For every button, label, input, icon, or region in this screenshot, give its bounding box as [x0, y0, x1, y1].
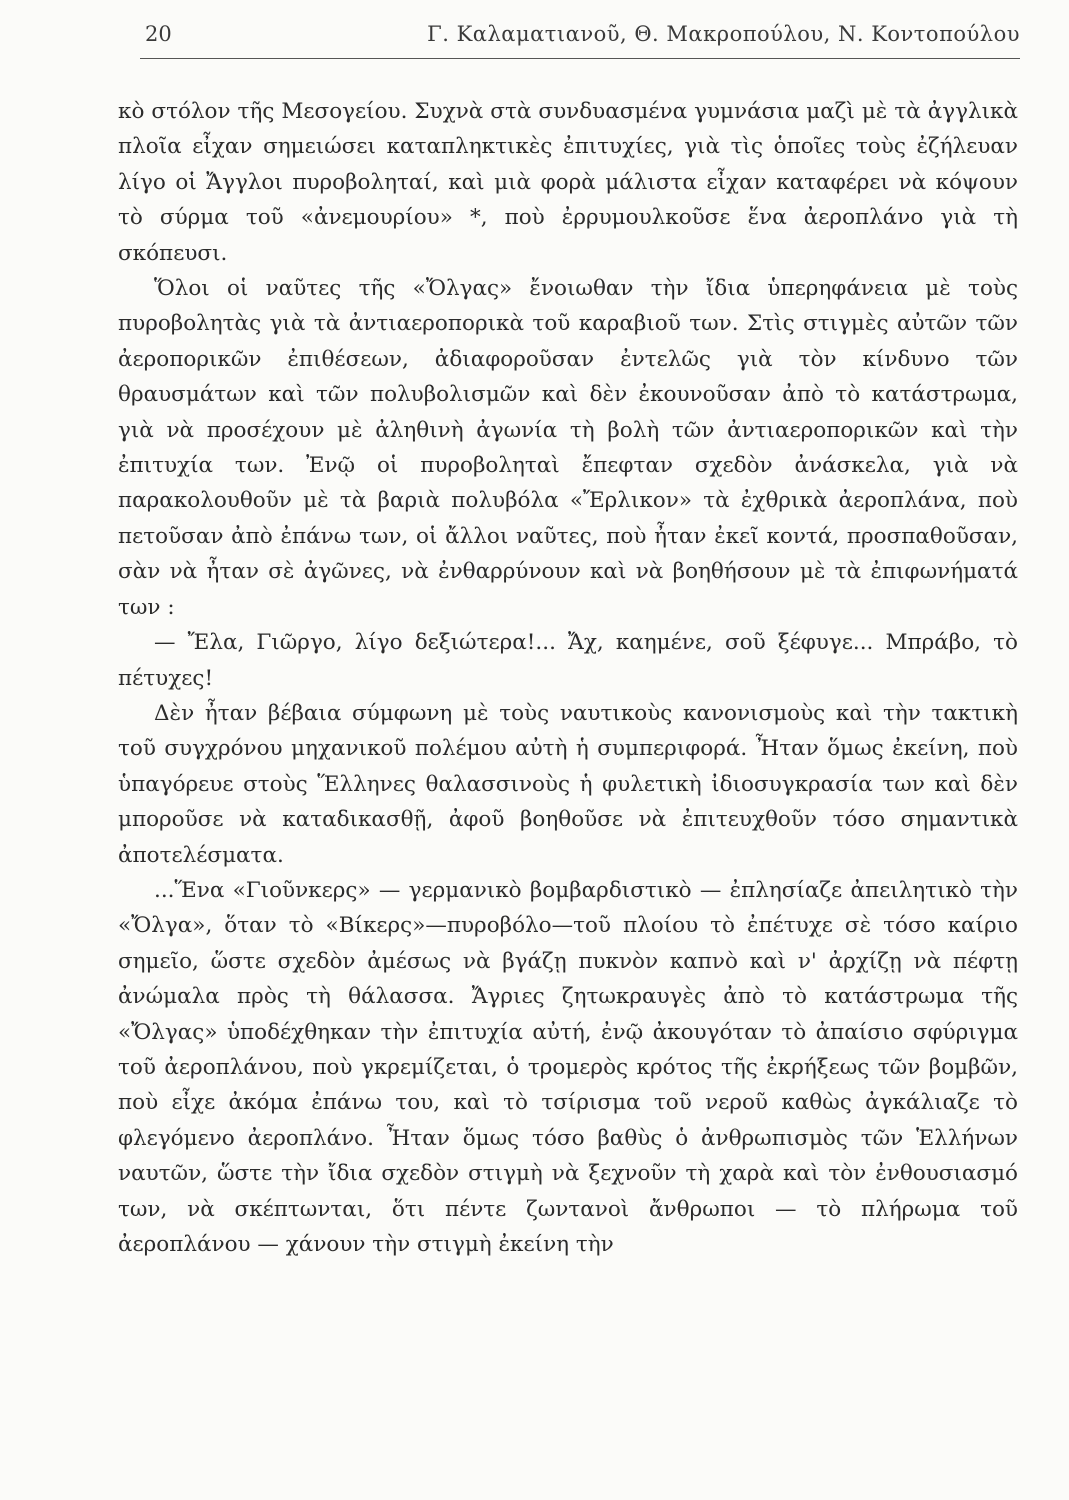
paragraph: Ὅλοι οἱ ναῦτες τῆς «Ὄλγας» ἔνοιωθαν τὴν ἴδια ὑπερηφάνεια μὲ τοὺς πυροβολητὰς γιὰ τὰ ἀντιαεροπορικὰ τοῦ καραβιοῦ των. Στὶς στιγμὲς αὐτῶν τῶν ἀεροπορικῶν ἐπιθέσεων, ἀδιαφοροῦσαν ἐντελῶς γιὰ τὸν κίνδυνο τῶν θραυσμάτων καὶ τῶν πολυβολισμῶν καὶ δὲν ἐκουνοῦσαν ἀπὸ τὸ κατάστρωμα, γιὰ νὰ προσέχουν μὲ ἀληθινὴ ἀγωνία τὴ βολὴ τῶν ἀντιαεροπορικῶν καὶ τὴν ἐπιτυχία των. Ἐνῷ οἱ πυροβοληταὶ ἔπεφταν σχεδὸν ἀνάσκελα, γιὰ νὰ παρακολουθοῦν μὲ τὰ βαριὰ πολυβόλα «Ἔρλικον» τὰ ἐχθρικὰ ἀεροπλάνα, ποὺ πετοῦσαν ἀπὸ ἐπάνω των, οἱ ἄλλοι ναῦτες, ποὺ ἦταν ἐκεῖ κοντά, προσπαθοῦσαν, σὰν νὰ ἦταν σὲ ἀγῶνες, νὰ ἐνθαρρύνουν καὶ νὰ βοηθήσουν μὲ τὰ ἐπιφωνήματά των : — [118, 276, 1018, 620]
paragraph: κὸ στόλον τῆς Μεσογείου. Συχνὰ στὰ συνδυασμένα γυμνάσια μαζὶ μὲ τὰ ἀγγλικὰ πλοῖα εἶχαν σημειώσει καταπληκτικὲς ἐπιτυχίες, γιὰ τὶς ὁποῖες τοὺς ἐζήλευαν λίγο οἱ Ἄγγλοι πυροβοληταί, καὶ μιὰ φορὰ μάλιστα εἶχαν καταφέρει νὰ κόψουν τὸ σύρμα τοῦ «ἀνεμουρίου» *, ποὺ ἐρρυμουλκοῦσε ἕνα ἀεροπλάνο γιὰ τὴ σκόπευσι. — [118, 99, 1018, 266]
body-text — [118, 94, 1018, 1262]
paragraph: ...Ἕνα «Γιοῦνκερς» — γερμανικὸ βομβαρδιστικὸ — ἐπλησίαζε ἀπειλητικὸ τὴν «Ὄλγα», ὅταν τὸ «Βίκερς»—πυροβόλο—τοῦ πλοίου τὸ ἐπέτυχε σὲ τόσο καίριο σημεῖο, ὥστε σχεδὸν ἀμέσως νὰ βγάζῃ πυκνὸν καπνὸ καὶ ν' ἀρχίζῃ νὰ πέφτῃ ἀνώμαλα πρὸς τὴ θάλασσα. Ἄγριες ζητωκραυγὲς ἀπὸ τὸ κατάστρωμα τῆς «Ὄλγας» ὑποδέχθηκαν τὴν ἐπιτυχία αὐτή, ἐνῷ ἀκουγόταν τὸ ἀπαίσιο σφύριγμα τοῦ ἀεροπλάνου, ποὺ γκρεμίζεται, ὁ τρομερὸς κρότος τῆς ἐκρήξεως τῶν βομβῶν, ποὺ εἶχε ἀκόμα ἐπάνω του, καὶ τὸ τσίρισμα τοῦ νεροῦ καθὼς ἀγκάλιαζε τὸ φλεγόμενο ἀεροπλάνο. Ἦταν ὅμως τόσο βαθὺς ὁ ἀνθρωπισμὸς τῶν Ἑλλήνων ναυτῶν, ὥστε τὴν ἴδια σχεδὸν στιγμὴ νὰ ξεχνοῦν τὴ χαρὰ καὶ τὸν ἐνθουσιασμό των, νὰ σκέπτωνται, ὅτι πέντε ζωντανοὶ ἄνθρωποι — τὸ πλήρωμα τοῦ ἀεροπλάνου — χάνουν τὴν στιγμὴ ἐκείνη τὴν — [118, 877, 1018, 1257]
paragraph: Δὲν ἦταν βέβαια σύμφωνη μὲ τοὺς ναυτικοὺς κανονισμοὺς καὶ τὴν τακτικὴ τοῦ συγχρόνου μηχανικοῦ πολέμου αὐτὴ ἡ συμπεριφορά. Ἦταν ὅμως ἐκείνη, ποὺ ὑπαγόρευε στοὺς Ἕλληνες θαλασσινοὺς ἡ φυλετικὴ ἰδιοσυγκρασία των καὶ δὲν μποροῦσε νὰ καταδικασθῇ, ἀφοῦ βοηθοῦσε νὰ ἐπιτευχθοῦν τόσο σημαντικὰ ἀποτελέσματα. — [118, 700, 1018, 868]
running-head-authors: Γ. Καλαματιανοῦ, Θ. Μακροπούλου, Ν. Κοντοπούλου — [427, 22, 1020, 46]
page-number: 20 — [145, 22, 172, 46]
header-rule — [140, 58, 1020, 59]
page-header — [145, 22, 1020, 50]
dialogue-line: — Ἔλα, Γιῶργο, λίγο δεξιώτερα!... Ἄχ, καημένε, σοῦ ξέφυγε... Μπράβο, τὸ πέτυχες! — [118, 630, 1018, 691]
